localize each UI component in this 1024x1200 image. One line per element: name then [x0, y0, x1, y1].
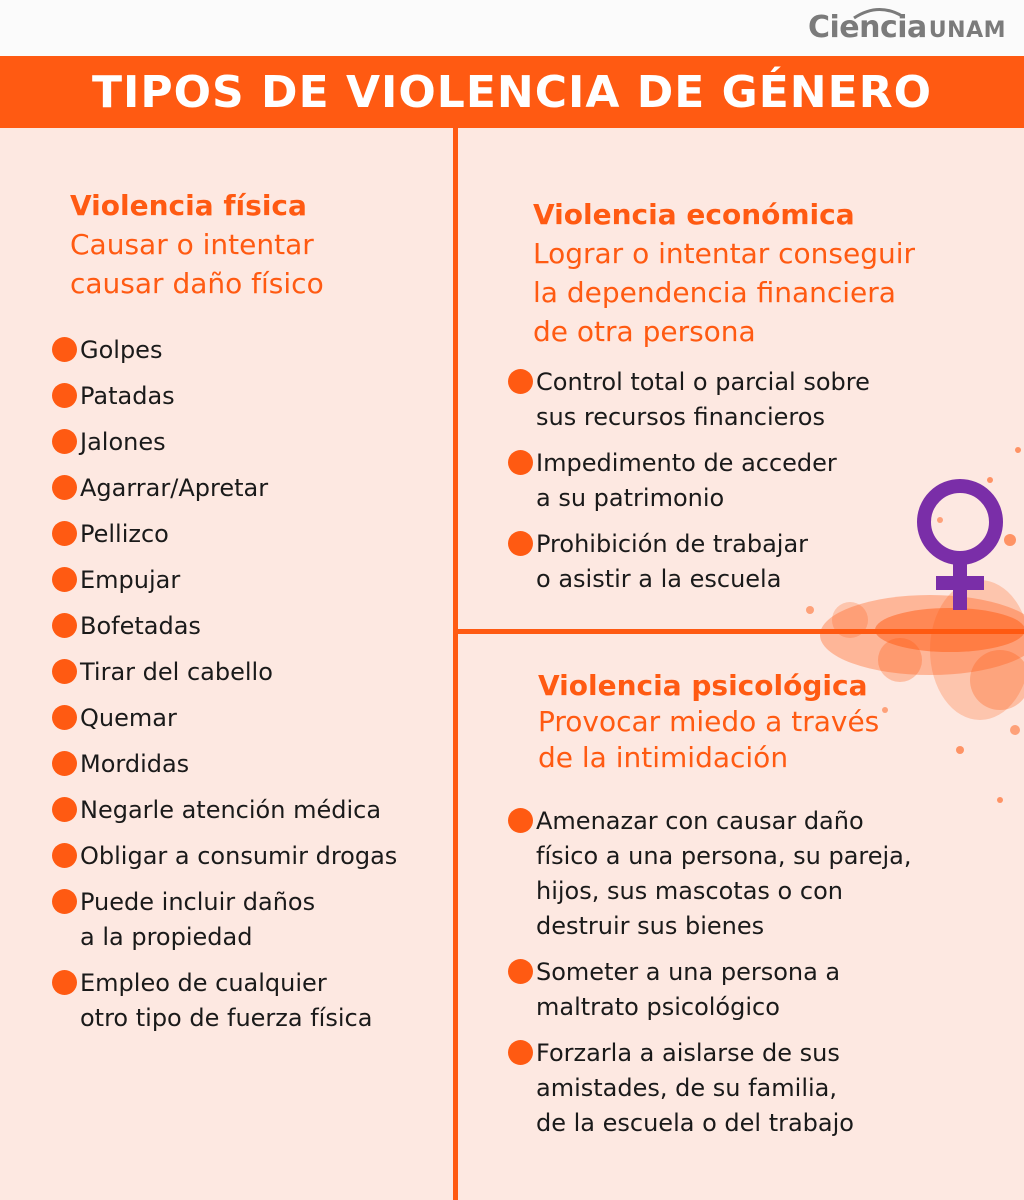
- list-item-text: a su patrimonio: [536, 484, 725, 512]
- item-list: [52, 333, 442, 1036]
- list-item: [508, 365, 988, 435]
- list-item: [52, 701, 442, 736]
- list-item-text: o asistir a la escuela: [536, 565, 782, 593]
- title-bar: [0, 56, 1024, 128]
- section-violencia-fisica: [52, 186, 442, 1047]
- orange-dot-icon: [52, 337, 77, 362]
- list-item: [52, 609, 442, 644]
- list-item: [52, 425, 442, 460]
- orange-dot-icon: [52, 659, 77, 684]
- list-item-text: hijos, sus mascotas o con: [536, 877, 843, 905]
- orange-dot-icon: [52, 889, 77, 914]
- orange-dot-icon: [508, 369, 533, 394]
- section-violencia-economica: [508, 195, 988, 608]
- item-list: [508, 365, 988, 597]
- vertical-divider: [453, 128, 458, 1200]
- orange-dot-icon: [52, 521, 77, 546]
- heading-description-line: causar daño físico: [70, 267, 324, 300]
- orange-dot-icon: [52, 567, 77, 592]
- list-item: [508, 955, 1008, 1025]
- heading-description-line: Lograr o intentar conseguir: [533, 237, 916, 270]
- list-item-text: Puede incluir daños: [80, 888, 316, 916]
- list-item: [508, 1036, 1008, 1141]
- list-item-text: destruir sus bienes: [536, 912, 765, 940]
- orange-dot-icon: [52, 843, 77, 868]
- page-title: TIPOS DE VIOLENCIA DE GÉNERO: [92, 66, 932, 118]
- list-item: [52, 655, 442, 690]
- list-item-text: Negarle atención médica: [80, 796, 382, 824]
- section-violencia-psicologica: [508, 668, 1008, 1152]
- list-item: [52, 333, 442, 368]
- list-item: [52, 563, 442, 598]
- list-item-text: físico a una persona, su pareja,: [536, 842, 912, 870]
- list-item-text: maltrato psicológico: [536, 993, 780, 1021]
- heading-description-line: Provocar miedo a través: [538, 705, 880, 738]
- heading-description-line: la dependencia financiera: [533, 276, 896, 309]
- list-item: [52, 793, 442, 828]
- orange-dot-icon: [52, 383, 77, 408]
- list-item-text: Empujar: [80, 566, 181, 594]
- orange-dot-icon: [508, 531, 533, 556]
- list-item: [52, 747, 442, 782]
- list-item-text: Mordidas: [80, 750, 190, 778]
- list-item-text: Quemar: [80, 704, 177, 732]
- list-item-text: Impedimento de acceder: [536, 449, 837, 477]
- list-item-text: a la propiedad: [80, 923, 253, 951]
- list-item-text: de la escuela o del trabajo: [536, 1109, 854, 1137]
- orange-dot-icon: [508, 808, 533, 833]
- section-heading: [538, 668, 1008, 776]
- heading-title: Violencia física: [70, 189, 307, 222]
- orange-dot-icon: [52, 970, 77, 995]
- list-item-text: Someter a una persona a: [536, 958, 841, 986]
- list-item: [52, 839, 442, 874]
- logo-suffix: UNAM: [928, 18, 1006, 43]
- list-item: [508, 527, 988, 597]
- list-item-text: otro tipo de fuerza física: [80, 1004, 373, 1032]
- list-item: [52, 885, 442, 955]
- orange-dot-icon: [508, 1040, 533, 1065]
- list-item-text: Golpes: [80, 336, 163, 364]
- item-list: [508, 804, 1008, 1141]
- logo-arc-icon: [852, 6, 904, 20]
- section-heading: [533, 195, 988, 351]
- list-item-text: Amenazar con causar daño: [536, 807, 864, 835]
- list-item: [52, 379, 442, 414]
- list-item: [52, 517, 442, 552]
- list-item-text: Control total o parcial sobre: [536, 368, 870, 396]
- list-item-text: Patadas: [80, 382, 175, 410]
- list-item: [52, 966, 442, 1036]
- orange-dot-icon: [52, 751, 77, 776]
- orange-dot-icon: [508, 959, 533, 984]
- list-item-text: Empleo de cualquier: [80, 969, 327, 997]
- section-heading: [70, 186, 442, 303]
- orange-dot-icon: [52, 475, 77, 500]
- orange-dot-icon: [508, 450, 533, 475]
- list-item-text: Forzarla a aislarse de sus: [536, 1039, 840, 1067]
- list-item-text: Bofetadas: [80, 612, 201, 640]
- heading-title: Violencia económica: [533, 198, 855, 231]
- heading-description-line: de la intimidación: [538, 741, 789, 774]
- list-item-text: sus recursos financieros: [536, 403, 825, 431]
- heading-title: Violencia psicológica: [538, 669, 868, 702]
- orange-dot-icon: [52, 705, 77, 730]
- list-item-text: amistades, de su familia,: [536, 1074, 837, 1102]
- list-item-text: Pellizco: [80, 520, 169, 548]
- orange-dot-icon: [52, 613, 77, 638]
- list-item-text: Jalones: [80, 428, 166, 456]
- orange-dot-icon: [52, 797, 77, 822]
- heading-description-line: Causar o intentar: [70, 228, 314, 261]
- orange-dot-icon: [52, 429, 77, 454]
- list-item-text: Prohibición de trabajar: [536, 530, 809, 558]
- top-bar: [0, 0, 1024, 56]
- list-item: [508, 804, 1008, 944]
- list-item-text: Tirar del cabello: [80, 658, 273, 686]
- logo-name: Ciencia: [807, 10, 927, 45]
- list-item: [508, 446, 988, 516]
- heading-description-line: de otra persona: [533, 315, 756, 348]
- list-item: [52, 471, 442, 506]
- list-item-text: Obligar a consumir drogas: [80, 842, 398, 870]
- list-item-text: Agarrar/Apretar: [80, 474, 269, 502]
- ciencia-unam-logo: [808, 10, 1006, 45]
